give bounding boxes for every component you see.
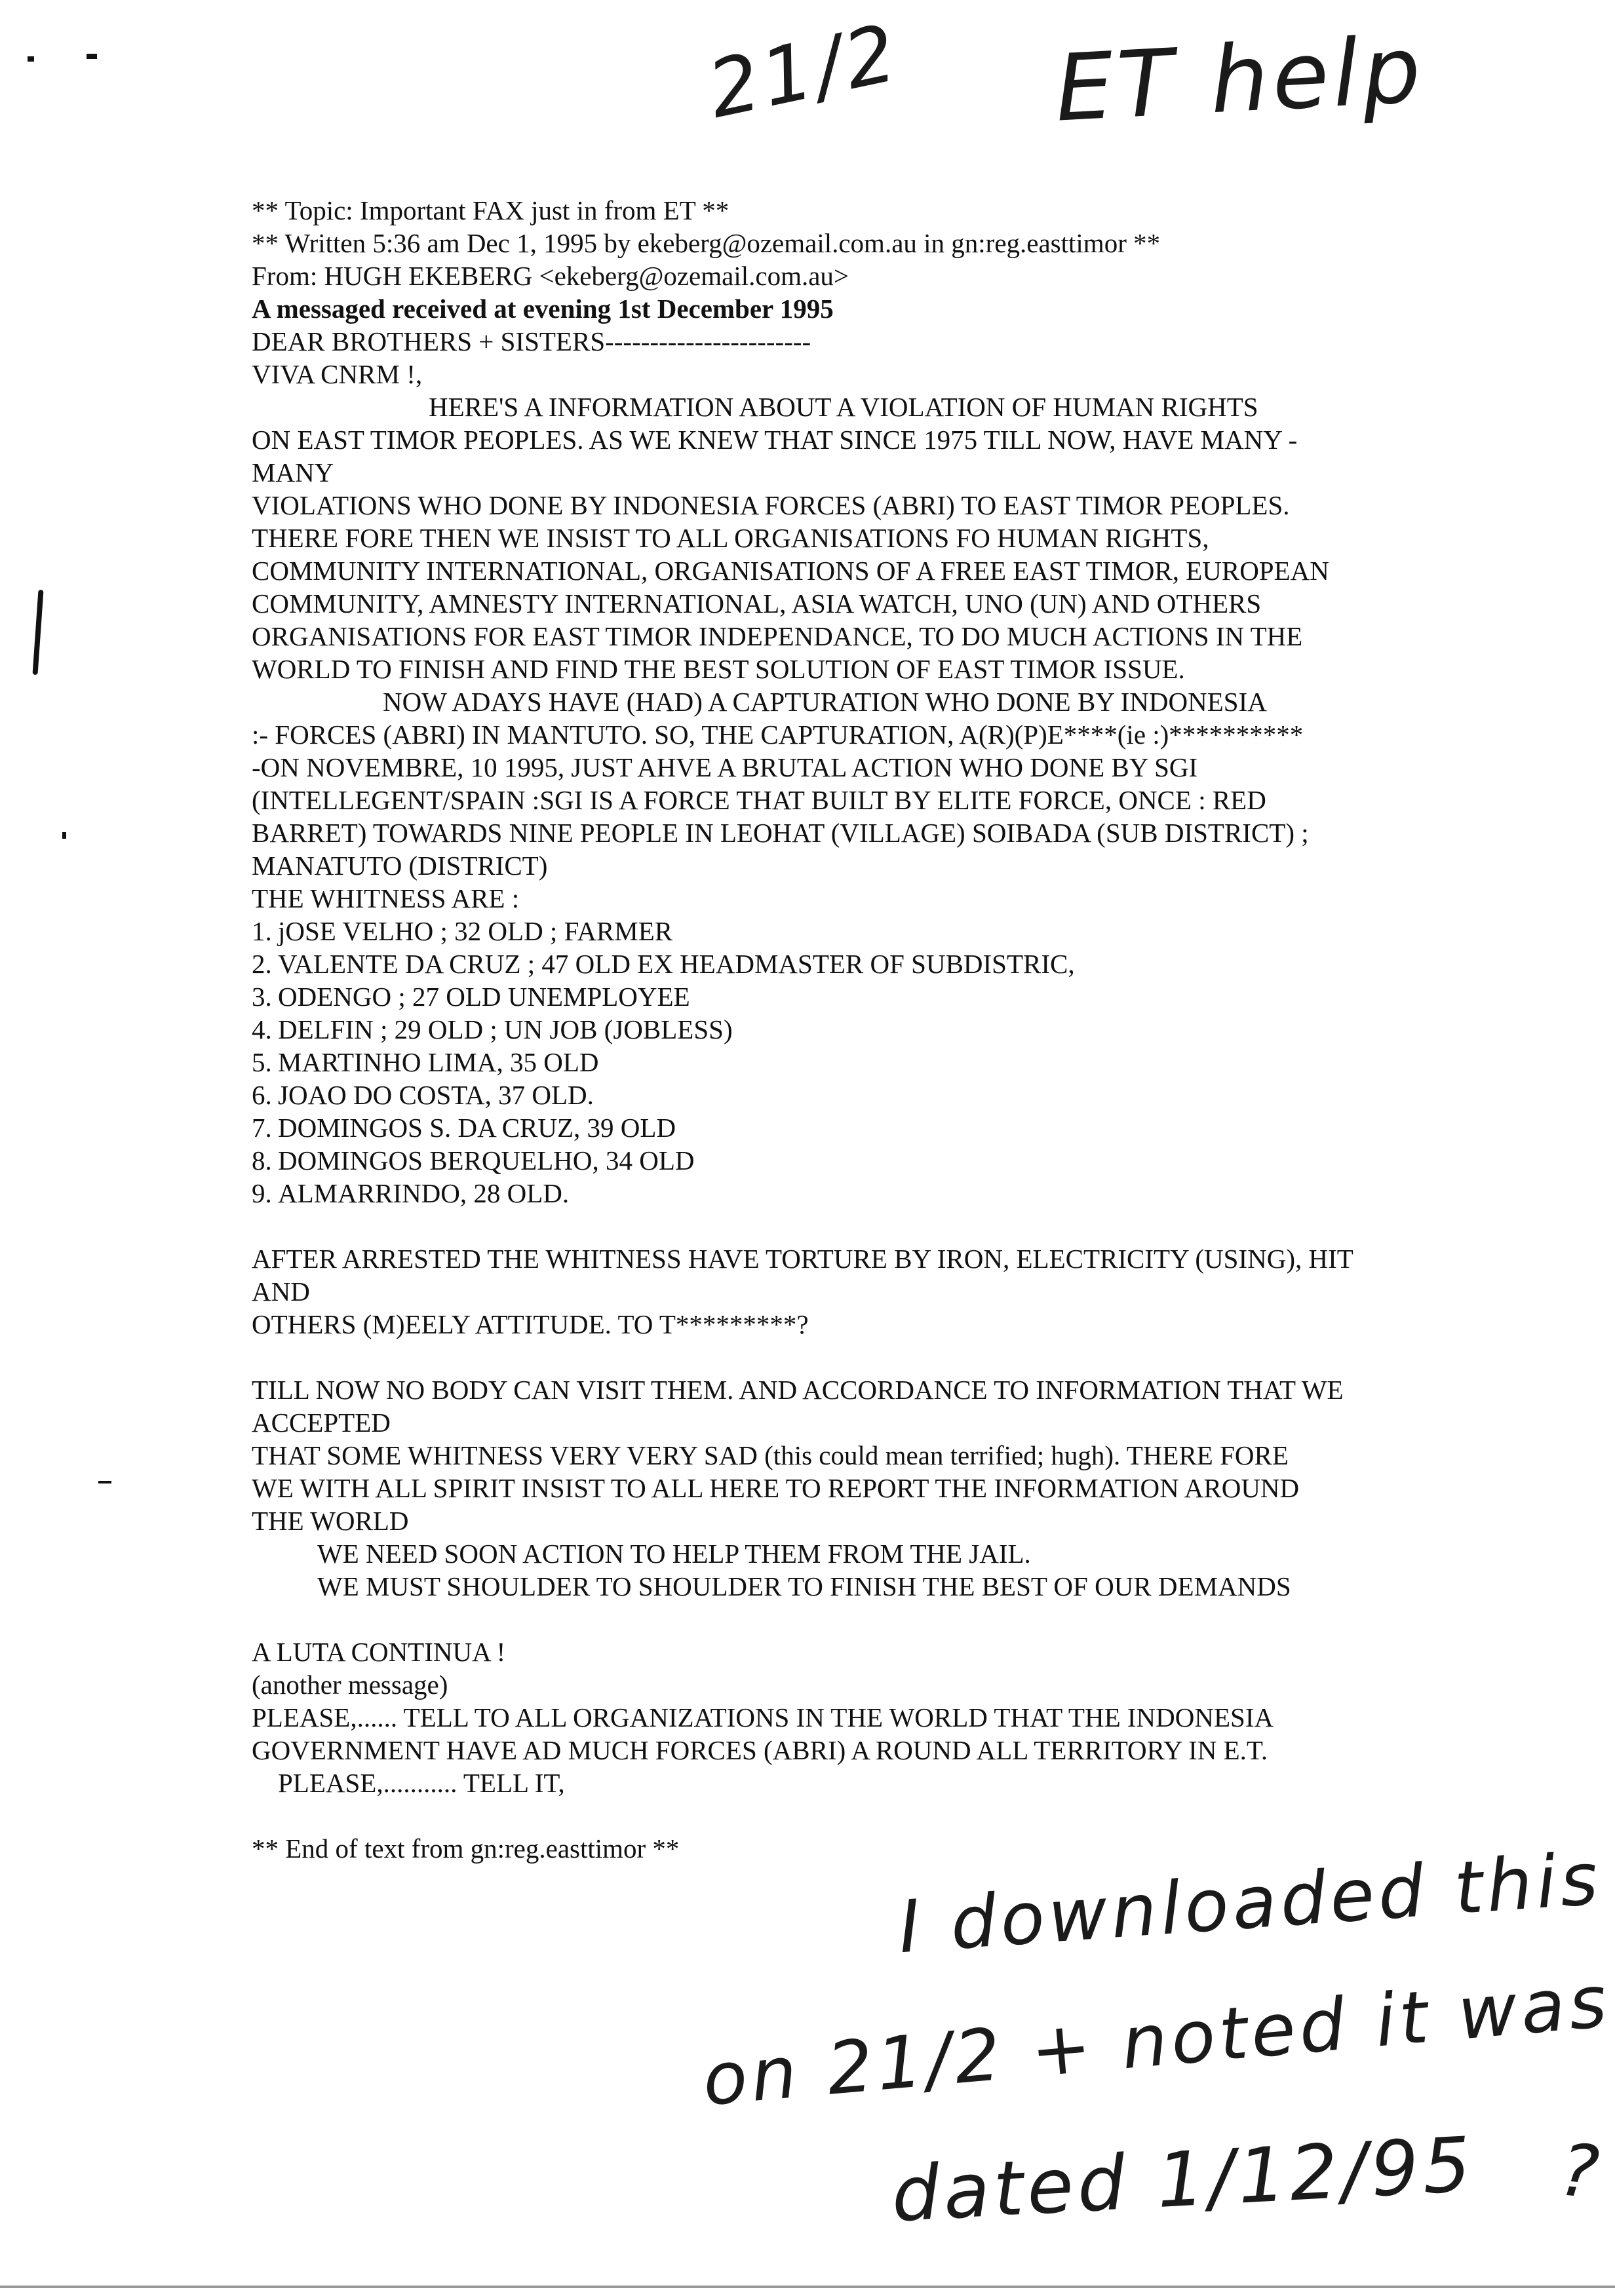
greeting-line: DEAR BROTHERS + SISTERS----------------------- <box>252 326 811 356</box>
another-message-line: (another message) <box>252 1670 448 1700</box>
paragraph-line: NOW ADAYS HAVE (HAD) A CAPTURATION WHO DONE BY INDONESIA <box>383 687 1267 717</box>
paragraph-line: OTHERS (M)EELY ATTITUDE. TO T*********? <box>252 1309 809 1339</box>
list-number: 6. <box>252 1080 272 1110</box>
paragraph-line: PLEASE,........... TELL IT, <box>278 1768 565 1798</box>
paragraph-line: (INTELLEGENT/SPAIN :SGI IS A FORCE THAT BUILT BY ELITE FORCE, ONCE : RED <box>252 785 1266 815</box>
list-number: 5. <box>252 1047 272 1077</box>
handwritten-date: 21/2 <box>700 7 908 136</box>
from-line: From: HUGH EKEBERG <ekeberg@ozemail.com.au> <box>252 261 849 291</box>
topic-line: ** Topic: Important FAX just in from ET ** <box>252 195 730 225</box>
handwritten-note-line: I downloaded this <box>895 1836 1605 1970</box>
scan-speck <box>62 832 66 839</box>
list-item <box>252 980 1497 1013</box>
list-text: VALENTE DA CRUZ ; 47 OLD EX HEADMASTER OF SUBDISTRIC, <box>278 949 1075 979</box>
paragraph-line: WE NEED SOON ACTION TO HELP THEM FROM THE JAIL. <box>317 1539 1031 1569</box>
paragraph-line: :- FORCES (ABRI) IN MANTUTO. SO, THE CAPTURATION, A(R)(P)E****(ie :)********** <box>252 719 1304 750</box>
list-item <box>252 1013 1497 1046</box>
list-item <box>252 915 1497 947</box>
paragraph-line: WORLD TO FINISH AND FIND THE BEST SOLUTION OF EAST TIMOR ISSUE. <box>252 654 1185 684</box>
list-text: jOSE VELHO ; 32 OLD ; FARMER <box>278 916 673 946</box>
list-text: ALMARRINDO, 28 OLD. <box>278 1178 570 1208</box>
paragraph-line: TILL NOW NO BODY CAN VISIT THEM. AND ACCORDANCE TO INFORMATION THAT WE <box>252 1375 1344 1405</box>
list-text: DOMINGOS S. DA CRUZ, 39 OLD <box>278 1113 676 1143</box>
paragraph-line: ORGANISATIONS FOR EAST TIMOR INDEPENDANCE, TO DO MUCH ACTIONS IN THE <box>252 621 1303 651</box>
paragraph-line: WE WITH ALL SPIRIT INSIST TO ALL HERE TO REPORT THE INFORMATION AROUND <box>252 1473 1300 1503</box>
list-number: 2. <box>252 949 272 979</box>
scan-speck <box>98 1481 111 1483</box>
paragraph-line: PLEASE,...... TELL TO ALL ORGANIZATIONS IN THE WORLD THAT THE INDONESIA <box>252 1702 1274 1732</box>
handwritten-note-line: dated 1/12/95 <box>889 2120 1477 2240</box>
paragraph-line: COMMUNITY, AMNESTY INTERNATIONAL, ASIA WATCH, UNO (UN) AND OTHERS <box>252 588 1262 619</box>
document-body <box>252 194 1497 1865</box>
paragraph-line: VIOLATIONS WHO DONE BY INDONESIA FORCES (ABRI) TO EAST TIMOR PEOPLES. <box>252 490 1290 520</box>
paragraph-line: AFTER ARRESTED THE WHITNESS HAVE TORTURE BY IRON, ELECTRICITY (USING), HIT <box>252 1244 1353 1274</box>
scan-edge-line <box>0 2286 1615 2288</box>
list-item <box>252 947 1497 980</box>
paragraph-line: BARRET) TOWARDS NINE PEOPLE IN LEOHAT (VILLAGE) SOIBADA (SUB DISTRICT) ; <box>252 818 1309 848</box>
list-number: 4. <box>252 1014 272 1044</box>
spacer <box>252 1799 1497 1832</box>
paragraph-line: WE MUST SHOULDER TO SHOULDER TO FINISH THE BEST OF OUR DEMANDS <box>317 1571 1291 1601</box>
list-number: 7. <box>252 1113 272 1143</box>
list-number: 8. <box>252 1145 272 1176</box>
paragraph-line: -ON NOVEMBRE, 10 1995, JUST AHVE A BRUTAL ACTION WHO DONE BY SGI <box>252 752 1198 782</box>
list-number: 9. <box>252 1178 272 1208</box>
paragraph-line: HERE'S A INFORMATION ABOUT A VIOLATION OF HUMAN RIGHTS <box>429 392 1258 422</box>
paragraph-line: THE WORLD <box>252 1506 409 1536</box>
paragraph-line: THERE FORE THEN WE INSIST TO ALL ORGANISATIONS FO HUMAN RIGHTS, <box>252 523 1209 553</box>
viva-line: VIVA CNRM !, <box>252 359 423 389</box>
closing-line: A LUTA CONTINUA ! <box>252 1637 506 1667</box>
list-item <box>252 1079 1497 1111</box>
handwritten-label: ET help <box>1053 16 1427 143</box>
list-text: ODENGO ; 27 OLD UNEMPLOYEE <box>278 982 690 1012</box>
list-item <box>252 1144 1497 1177</box>
written-line: ** Written 5:36 am Dec 1, 1995 by ekeberg@ozemail.com.au in gn:reg.easttimor ** <box>252 228 1161 258</box>
spacer <box>252 1210 1497 1242</box>
paragraph-line: ACCEPTED <box>252 1407 391 1438</box>
list-text: DOMINGOS BERQUELHO, 34 OLD <box>278 1145 695 1176</box>
scan-speck <box>87 54 97 59</box>
spacer <box>252 1603 1497 1636</box>
paragraph-line: THE WHITNESS ARE : <box>252 883 520 913</box>
end-line: ** End of text from gn:reg.easttimor ** <box>252 1833 680 1864</box>
list-text: DELFIN ; 29 OLD ; UN JOB (JOBLESS) <box>278 1014 733 1044</box>
list-text: MARTINHO LIMA, 35 OLD <box>278 1047 599 1077</box>
handwritten-question-mark: ? <box>1555 2127 1606 2216</box>
paragraph-line: AND <box>252 1276 310 1307</box>
scan-margin-mark <box>32 590 43 675</box>
list-number: 1. <box>252 916 272 946</box>
paragraph-line: GOVERNMENT HAVE AD MUCH FORCES (ABRI) A ROUND ALL TERRITORY IN E.T. <box>252 1735 1268 1765</box>
paragraph-line: THAT SOME WHITNESS VERY VERY SAD (this could mean terrified; hugh). THERE FORE <box>252 1440 1289 1470</box>
paragraph-line: MANY <box>252 457 334 488</box>
list-text: JOAO DO COSTA, 37 OLD. <box>278 1080 594 1110</box>
list-item <box>252 1177 1497 1210</box>
paragraph-line: ON EAST TIMOR PEOPLES. AS WE KNEW THAT SINCE 1975 TILL NOW, HAVE MANY - <box>252 425 1298 455</box>
paragraph-line: COMMUNITY INTERNATIONAL, ORGANISATIONS OF A FREE EAST TIMOR, EUROPEAN <box>252 556 1329 586</box>
list-number: 3. <box>252 982 272 1012</box>
scan-speck <box>28 56 34 62</box>
paragraph-line: MANATUTO (DISTRICT) <box>252 851 548 881</box>
handwritten-note-line: on 21/2 + noted it was <box>699 1959 1614 2122</box>
list-item <box>252 1046 1497 1079</box>
spacer <box>252 1341 1497 1373</box>
list-item <box>252 1111 1497 1144</box>
received-line: A messaged received at evening 1st December 1995 <box>252 294 834 324</box>
